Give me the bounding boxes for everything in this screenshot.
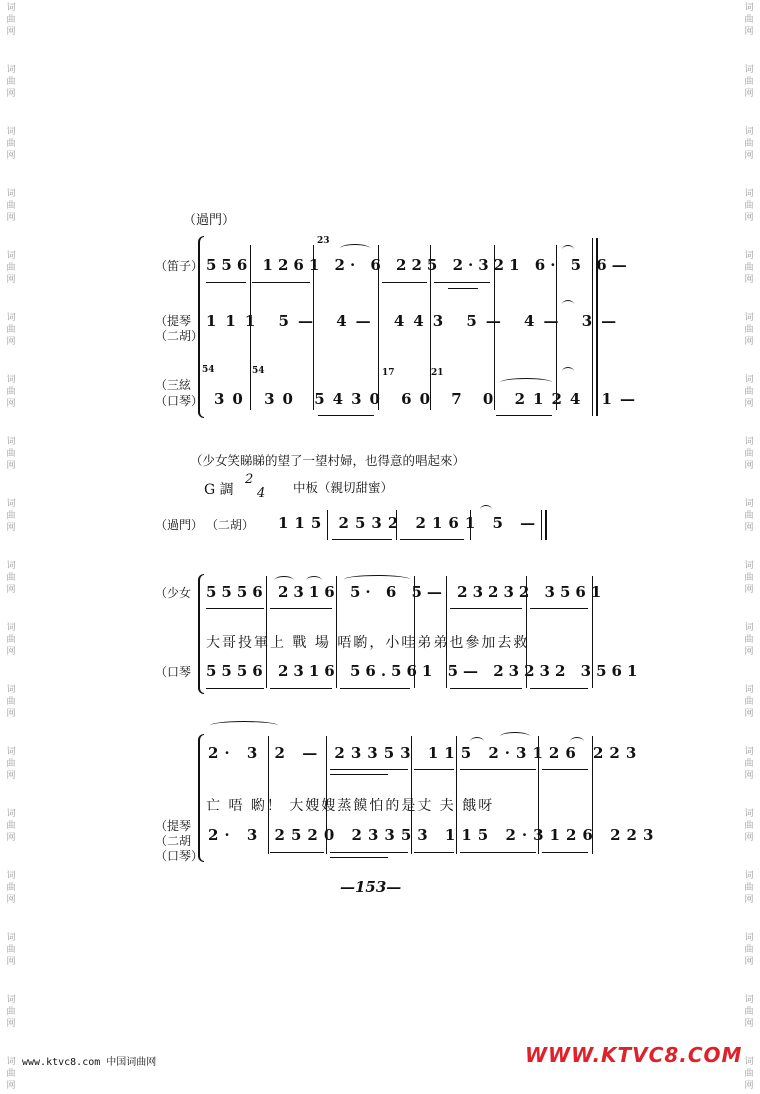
sanxian-notes: 30 30 5430 60 7 0 2124 1— — [214, 390, 643, 408]
barline — [456, 736, 457, 854]
beam — [530, 608, 588, 609]
beam — [542, 852, 588, 853]
watermark-text: 词 曲 网 — [744, 189, 754, 223]
watermark-text: 词 曲 网 — [744, 437, 754, 471]
watermark-text: 词 曲 网 — [6, 995, 16, 1029]
beam — [206, 282, 246, 283]
beam — [496, 415, 552, 416]
fermata — [562, 300, 574, 309]
barline — [266, 576, 267, 688]
stage-direction: （少女笑睇睇的望了一望村婦，也得意的唱起來） — [190, 453, 466, 468]
barline — [446, 576, 447, 688]
barline — [250, 245, 251, 410]
beam — [434, 282, 490, 283]
watermark-text: 词 曲 网 — [6, 623, 16, 657]
key-signature: G 調 — [204, 482, 234, 498]
watermark-text: 词 曲 网 — [6, 685, 16, 719]
erhu-intro-instrument: （二胡） — [206, 518, 255, 532]
watermark-text: 词 曲 网 — [744, 561, 754, 595]
final-barline-thick — [545, 510, 547, 540]
erhu-intro-notes: 115 2532 2161 5 — — [278, 514, 542, 532]
slur — [470, 737, 484, 746]
beam — [330, 769, 408, 770]
barline — [411, 736, 412, 854]
sanxian-grace-1: 54 — [202, 365, 215, 375]
beam — [330, 774, 388, 775]
watermark-text: 词 曲 网 — [744, 127, 754, 161]
tiqin-label-3: （提琴 — [155, 819, 192, 833]
watermark-text: 词 曲 网 — [744, 65, 754, 99]
final-barline — [592, 238, 593, 416]
watermark-text: 词 曲 网 — [6, 313, 16, 347]
barline — [414, 576, 415, 688]
kouqin-notes: 5556 2316 56.561 5— 23232 3561 — [206, 662, 643, 680]
beam — [414, 769, 454, 770]
barline — [556, 245, 557, 410]
slur — [570, 737, 584, 746]
watermark-text: 词 曲 网 — [744, 685, 754, 719]
lyrics-line-1: 大哥投軍上 戰 場 唔喲，小哇弟弟也參加去救 — [206, 635, 530, 651]
kouqin-label: （口琴 — [155, 665, 192, 679]
watermark-text: 词 曲 网 — [744, 747, 754, 781]
voice-notes: 5556 2316 5· 6 5— 23232 3561 — [206, 583, 607, 601]
watermark-text: 词 曲 网 — [6, 933, 16, 967]
watermark-text: 词 曲 网 — [744, 313, 754, 347]
watermark-text: 词 曲 网 — [744, 871, 754, 905]
beam — [332, 539, 392, 540]
beam — [382, 282, 427, 283]
beam — [460, 852, 536, 853]
barline — [470, 510, 471, 540]
watermark-text: 词 曲 网 — [6, 127, 16, 161]
beam — [450, 608, 522, 609]
voice-notes-3: 2· 3 2 — 23353 115 2·3126 223 — [208, 744, 643, 762]
beam — [448, 288, 478, 289]
barline — [494, 245, 495, 410]
erhu-label: （二胡） — [155, 329, 204, 343]
fermata — [562, 245, 574, 254]
beam — [270, 688, 332, 689]
dizi-grace: 23 — [317, 236, 330, 246]
watermark-text: 词 曲 网 — [6, 3, 16, 37]
beam — [270, 852, 324, 853]
beam — [450, 688, 522, 689]
watermark-text: 词 曲 网 — [6, 499, 16, 533]
beam — [270, 608, 332, 609]
fermata — [562, 367, 574, 376]
system-brace — [198, 734, 204, 862]
fermata — [480, 505, 492, 514]
tiqin-notes: 111 5— 4— 443 5— 4— 3— — [206, 312, 626, 330]
watermark-text: 词 曲 网 — [6, 375, 16, 409]
beam — [330, 857, 388, 858]
barline — [430, 245, 431, 410]
watermark-text: 词 曲 网 — [744, 251, 754, 285]
slur — [340, 244, 370, 253]
lower-notes-3: 2· 3 2520 23353 115 2·3126 223 — [208, 826, 660, 844]
tiqin-label: （提琴 — [155, 314, 192, 328]
slur — [306, 576, 322, 585]
barline — [592, 576, 593, 688]
watermark-text: 词 曲 网 — [6, 189, 16, 223]
watermark-text: 词 曲 网 — [744, 809, 754, 843]
watermark-text: 词 曲 网 — [744, 933, 754, 967]
dizi-label: （笛子） — [155, 259, 204, 273]
time-signature-denominator: 4 — [257, 486, 266, 501]
beam — [330, 852, 408, 853]
slur — [210, 721, 278, 730]
voice-label: （少女 — [155, 586, 192, 600]
watermark-text: 词 曲 网 — [6, 809, 16, 843]
lyrics-line-2: 亡 唔 喲！ 大嫂嫂蒸饃怕的是丈 夫 餓呀 — [206, 798, 495, 814]
slur — [500, 732, 530, 741]
slur — [500, 378, 552, 387]
barline — [327, 510, 328, 540]
sanxian-label: （三絃 — [155, 378, 192, 392]
beam — [252, 282, 310, 283]
watermark-text: 词 曲 网 — [744, 1057, 754, 1091]
beam — [530, 688, 588, 689]
barline — [592, 736, 593, 854]
time-signature-numerator: 2 — [245, 472, 254, 487]
beam — [542, 769, 588, 770]
barline — [538, 736, 539, 854]
watermark-text: 词 曲 网 — [744, 375, 754, 409]
watermark-text: 词 曲 网 — [744, 995, 754, 1029]
beam — [340, 688, 410, 689]
dizi-notes: 556 1261 2· 6 225 2·321 6· 5 6— — [206, 256, 632, 274]
watermark-text: 词 曲 网 — [744, 3, 754, 37]
intro-label: （過門） — [183, 213, 236, 228]
right-watermark-column — [742, 0, 756, 1094]
left-watermark-column — [4, 0, 18, 1094]
barline — [526, 576, 527, 688]
watermark-text: 词 曲 网 — [6, 251, 16, 285]
slur — [344, 575, 410, 584]
watermark-text: 词 曲 网 — [6, 871, 16, 905]
beam — [318, 415, 374, 416]
footer-site-text: www.ktvc8.com 中国词曲网 — [22, 1057, 157, 1068]
kouqin-label: （口琴） — [155, 394, 204, 408]
beam — [414, 852, 454, 853]
footer-site-logo: WWW.KTVC8.COM — [525, 1043, 743, 1067]
page-number: —153— — [340, 878, 402, 896]
beam — [460, 769, 536, 770]
sanxian-grace-2: 54 — [252, 366, 265, 376]
barline — [336, 576, 337, 688]
watermark-text: 词 曲 网 — [6, 561, 16, 595]
kouqin-label-3: （口琴） — [155, 849, 204, 863]
watermark-text: 词 曲 网 — [6, 65, 16, 99]
final-barline-thick — [596, 238, 598, 416]
beam — [206, 688, 264, 689]
beam — [400, 539, 464, 540]
sanxian-grace-4: 21 — [431, 368, 444, 378]
watermark-text: 词 曲 网 — [744, 623, 754, 657]
barline — [313, 245, 314, 410]
barline — [396, 510, 397, 540]
slur — [274, 576, 294, 585]
erhu-label-3: （二胡 — [155, 834, 192, 848]
system-brace — [198, 574, 204, 694]
watermark-text: 词 曲 网 — [744, 499, 754, 533]
watermark-text: 词 曲 网 — [6, 747, 16, 781]
barline — [378, 245, 379, 410]
tempo-marking: 中板（親切甜蜜） — [293, 480, 394, 495]
watermark-text: 词 曲 网 — [6, 437, 16, 471]
sanxian-grace-3: 17 — [382, 368, 395, 378]
final-barline — [541, 510, 542, 540]
beam — [206, 608, 264, 609]
barline — [326, 736, 327, 854]
barline — [268, 736, 269, 854]
erhu-intro-label: （過門） — [155, 518, 204, 532]
watermark-text: 词 曲 网 — [6, 1057, 16, 1091]
